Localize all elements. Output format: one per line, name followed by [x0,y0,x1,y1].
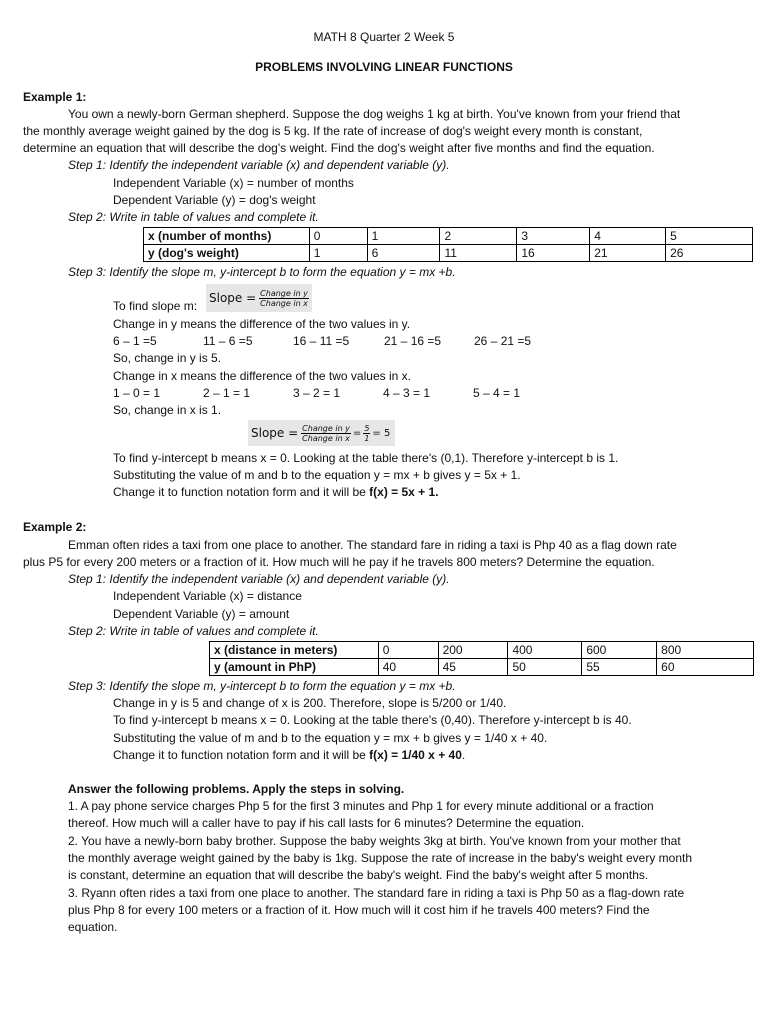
ex1-table-cell: 0 [309,228,367,245]
problem-line: 1. A pay phone service charges Php 5 for the first 3 minutes and Php 1 for every minute additional or a fraction [68,799,654,813]
problem-line: 3. Ryann often rides a taxi from one place to another. The standard fare in riding a taxi is Php 50 as a flag-down rate [68,885,685,900]
page-subtitle: PROBLEMS INVOLVING LINEAR FUNCTIONS [255,60,513,74]
ex2-table-cell: 0 [378,642,438,659]
slope-result-equals: = [352,427,362,439]
slope-result-value: = 5 [372,427,391,439]
example-2-slope: Change in y is 5 and change of x is 200. Therefore, slope is 5/200 or 1/40. [113,696,507,710]
example-1-substitution: Substituting the value of m and b to the equation y = mx + b gives y = 5x + 1. [113,468,521,482]
problem-line: the monthly average weight gained by the baby is 1kg. Suppose the rate of increase in the baby's weight every month [68,850,693,865]
ex2-table-row-x [210,642,754,659]
change-in-x-summary: So, change in x is 1. [113,403,222,417]
ex1-table-cell: 4 [590,228,666,245]
example-1-step-2: Step 2: Write in table of values and complete it. [68,210,319,224]
ex2-table-cell: 40 [378,659,438,676]
example-1-step-3: Step 3: Identify the slope m, y-intercept b to form the equation y = mx +b. [68,265,456,279]
slope-formula-image [206,284,312,312]
example-2-paragraph-line-2: plus P5 for every 200 meters or a fraction of it. How much will he pay if he travels 800 meters? Determine the equation. [23,555,655,569]
ex1-table-row-y [144,245,753,262]
ex2-table-row-header: x (distance in meters) [210,642,379,659]
example-1-paragraph-line-1: You own a newly-born German shepherd. Suppose the dog weighs 1 kg at birth. You've known from your friend that [68,107,681,121]
change-in-y-definition: Change in y means the difference of the two values in y. [113,317,411,331]
change-in-y-calc-3: 16 – 11 =5 [293,334,350,348]
change-in-x-calc-3: 3 – 2 = 1 [293,386,341,400]
ex1-table-row-x [144,228,753,245]
example-1-y-intercept: To find y-intercept b means x = 0. Looking at the table there's (0,1). Therefore y-intercept b is 1. [113,451,619,465]
example-2-paragraph-line-1: Emman often rides a taxi from one place to another. The standard fare in riding a taxi is Php 40 as a flag down rate [68,538,677,552]
slope-result-numerator-value: 5 [364,423,370,433]
example-1-dependent-variable: Dependent Variable (y) = dog's weight [113,193,316,207]
ex1-table-cell: 21 [590,245,666,262]
function-notation-period: . [461,748,466,762]
ex1-table-cell: 11 [440,245,517,262]
example-2-substitution: Substituting the value of m and b to the equation y = mx + b gives y = 1/40 x + 40. [113,731,548,745]
change-in-y-calc-1: 6 – 1 =5 [113,334,157,348]
problem-line: thereof. How much will a caller have to pay if his call lasts for 6 minutes? Determine the equation. [68,816,585,831]
ex1-table-cell: 16 [517,245,590,262]
example-2-step-2: Step 2: Write in table of values and complete it. [68,624,319,638]
change-in-x-calc-5: 5 – 4 = 1 [473,386,521,400]
example-1-table [143,227,753,262]
function-notation-answer: f(x) = 1/40 x + 40 [369,748,462,762]
example-2-step-1: Step 1: Identify the independent variable (x) and dependent variable (y). [68,572,450,586]
example-1-paragraph-line-2: the monthly average weight gained by the dog is 5 kg. If the rate of increase of dog's weight every month is constant, [23,124,643,138]
page-title: MATH 8 Quarter 2 Week 5 [313,30,455,44]
slope-result-denominator-value: 1 [364,433,370,443]
slope-result-denominator: Change in x [302,433,350,443]
ex1-table-cell: 3 [517,228,590,245]
ex1-table-row-header: x (number of months) [144,228,310,245]
change-in-y-summary: So, change in y is 5. [113,351,222,365]
change-in-x-calc-2: 2 – 1 = 1 [203,386,251,400]
function-notation-text: Change it to function notation form and it will be [113,485,370,499]
example-2-dependent-variable: Dependent Variable (y) = amount [113,607,290,621]
slope-result-image [248,420,395,446]
ex2-table-row-header: y (amount in PhP) [210,659,379,676]
example-1-function-notation [113,485,439,500]
example-2-heading: Example 2: [23,520,87,534]
change-in-x-calc-1: 1 – 0 = 1 [113,386,161,400]
ex2-table-cell: 600 [582,642,657,659]
example-2-y-intercept: To find y-intercept b means x = 0. Looking at the table there's (0,40). Therefore y-intercept b is 40. [113,713,632,727]
slope-formula-numerator: Change in y [260,288,308,298]
ex2-table-cell: 400 [508,642,582,659]
slope-result-numerator: Change in y [302,423,350,433]
ex1-table-cell: 26 [666,245,753,262]
ex2-table-row-y [210,659,754,676]
change-in-y-calc-5: 26 – 21 =5 [474,334,532,348]
ex2-table-cell: 60 [657,659,754,676]
ex1-table-cell: 5 [666,228,753,245]
example-2-independent-variable: Independent Variable (x) = distance [113,589,302,603]
example-2-step-3: Step 3: Identify the slope m, y-intercept b to form the equation y = mx +b. [68,679,456,693]
slope-result-label: Slope = [251,426,299,440]
change-in-y-calc-4: 21 – 16 =5 [384,334,442,348]
function-notation-answer: f(x) = 5x + 1. [369,485,439,499]
problem-line: is constant, determine an equation that will describe the baby's weight. Find the baby's weight after 5 months. [68,868,649,883]
function-notation-text: Change it to function notation form and it will be [113,748,370,762]
example-1-heading: Example 1: [23,90,87,104]
example-1-step-1: Step 1: Identify the independent variable (x) and dependent variable (y). [68,158,450,172]
example-2-table [209,641,754,676]
change-in-x-definition: Change in x means the difference of the two values in x. [113,369,411,383]
problem-line: plus Php 8 for every 100 meters or a fraction of it. How much will it cost him if he travels 400 meters? Find the [68,902,650,917]
ex2-table-cell: 50 [508,659,582,676]
problems-heading: Answer the following problems. Apply the steps in solving. [68,782,405,796]
ex1-table-cell: 1 [367,228,440,245]
find-slope-label: To find slope m: [113,299,198,313]
ex2-table-cell: 45 [438,659,508,676]
slope-formula-denominator: Change in x [260,298,308,308]
change-in-y-calc-2: 11 – 6 =5 [203,334,253,348]
slope-formula-label: Slope = [209,291,257,305]
ex2-table-cell: 800 [657,642,754,659]
ex1-table-cell: 6 [367,245,440,262]
example-1-paragraph-line-3: determine an equation that will describe the dog's weight. Find the dog's weight after five months and find the equation. [23,141,655,155]
example-1-independent-variable: Independent Variable (x) = number of months [113,176,354,190]
ex2-table-cell: 55 [582,659,657,676]
ex2-table-cell: 200 [438,642,508,659]
ex1-table-cell: 1 [309,245,367,262]
problem-line: 2. You have a newly-born baby brother. Suppose the baby weights 3kg at birth. You've known from your mother that [68,833,681,848]
ex1-table-row-header: y (dog's weight) [144,245,310,262]
ex1-table-cell: 2 [440,228,517,245]
problem-line: equation. [68,920,118,935]
change-in-x-calc-4: 4 – 3 = 1 [383,386,431,400]
example-2-function-notation [113,748,465,763]
